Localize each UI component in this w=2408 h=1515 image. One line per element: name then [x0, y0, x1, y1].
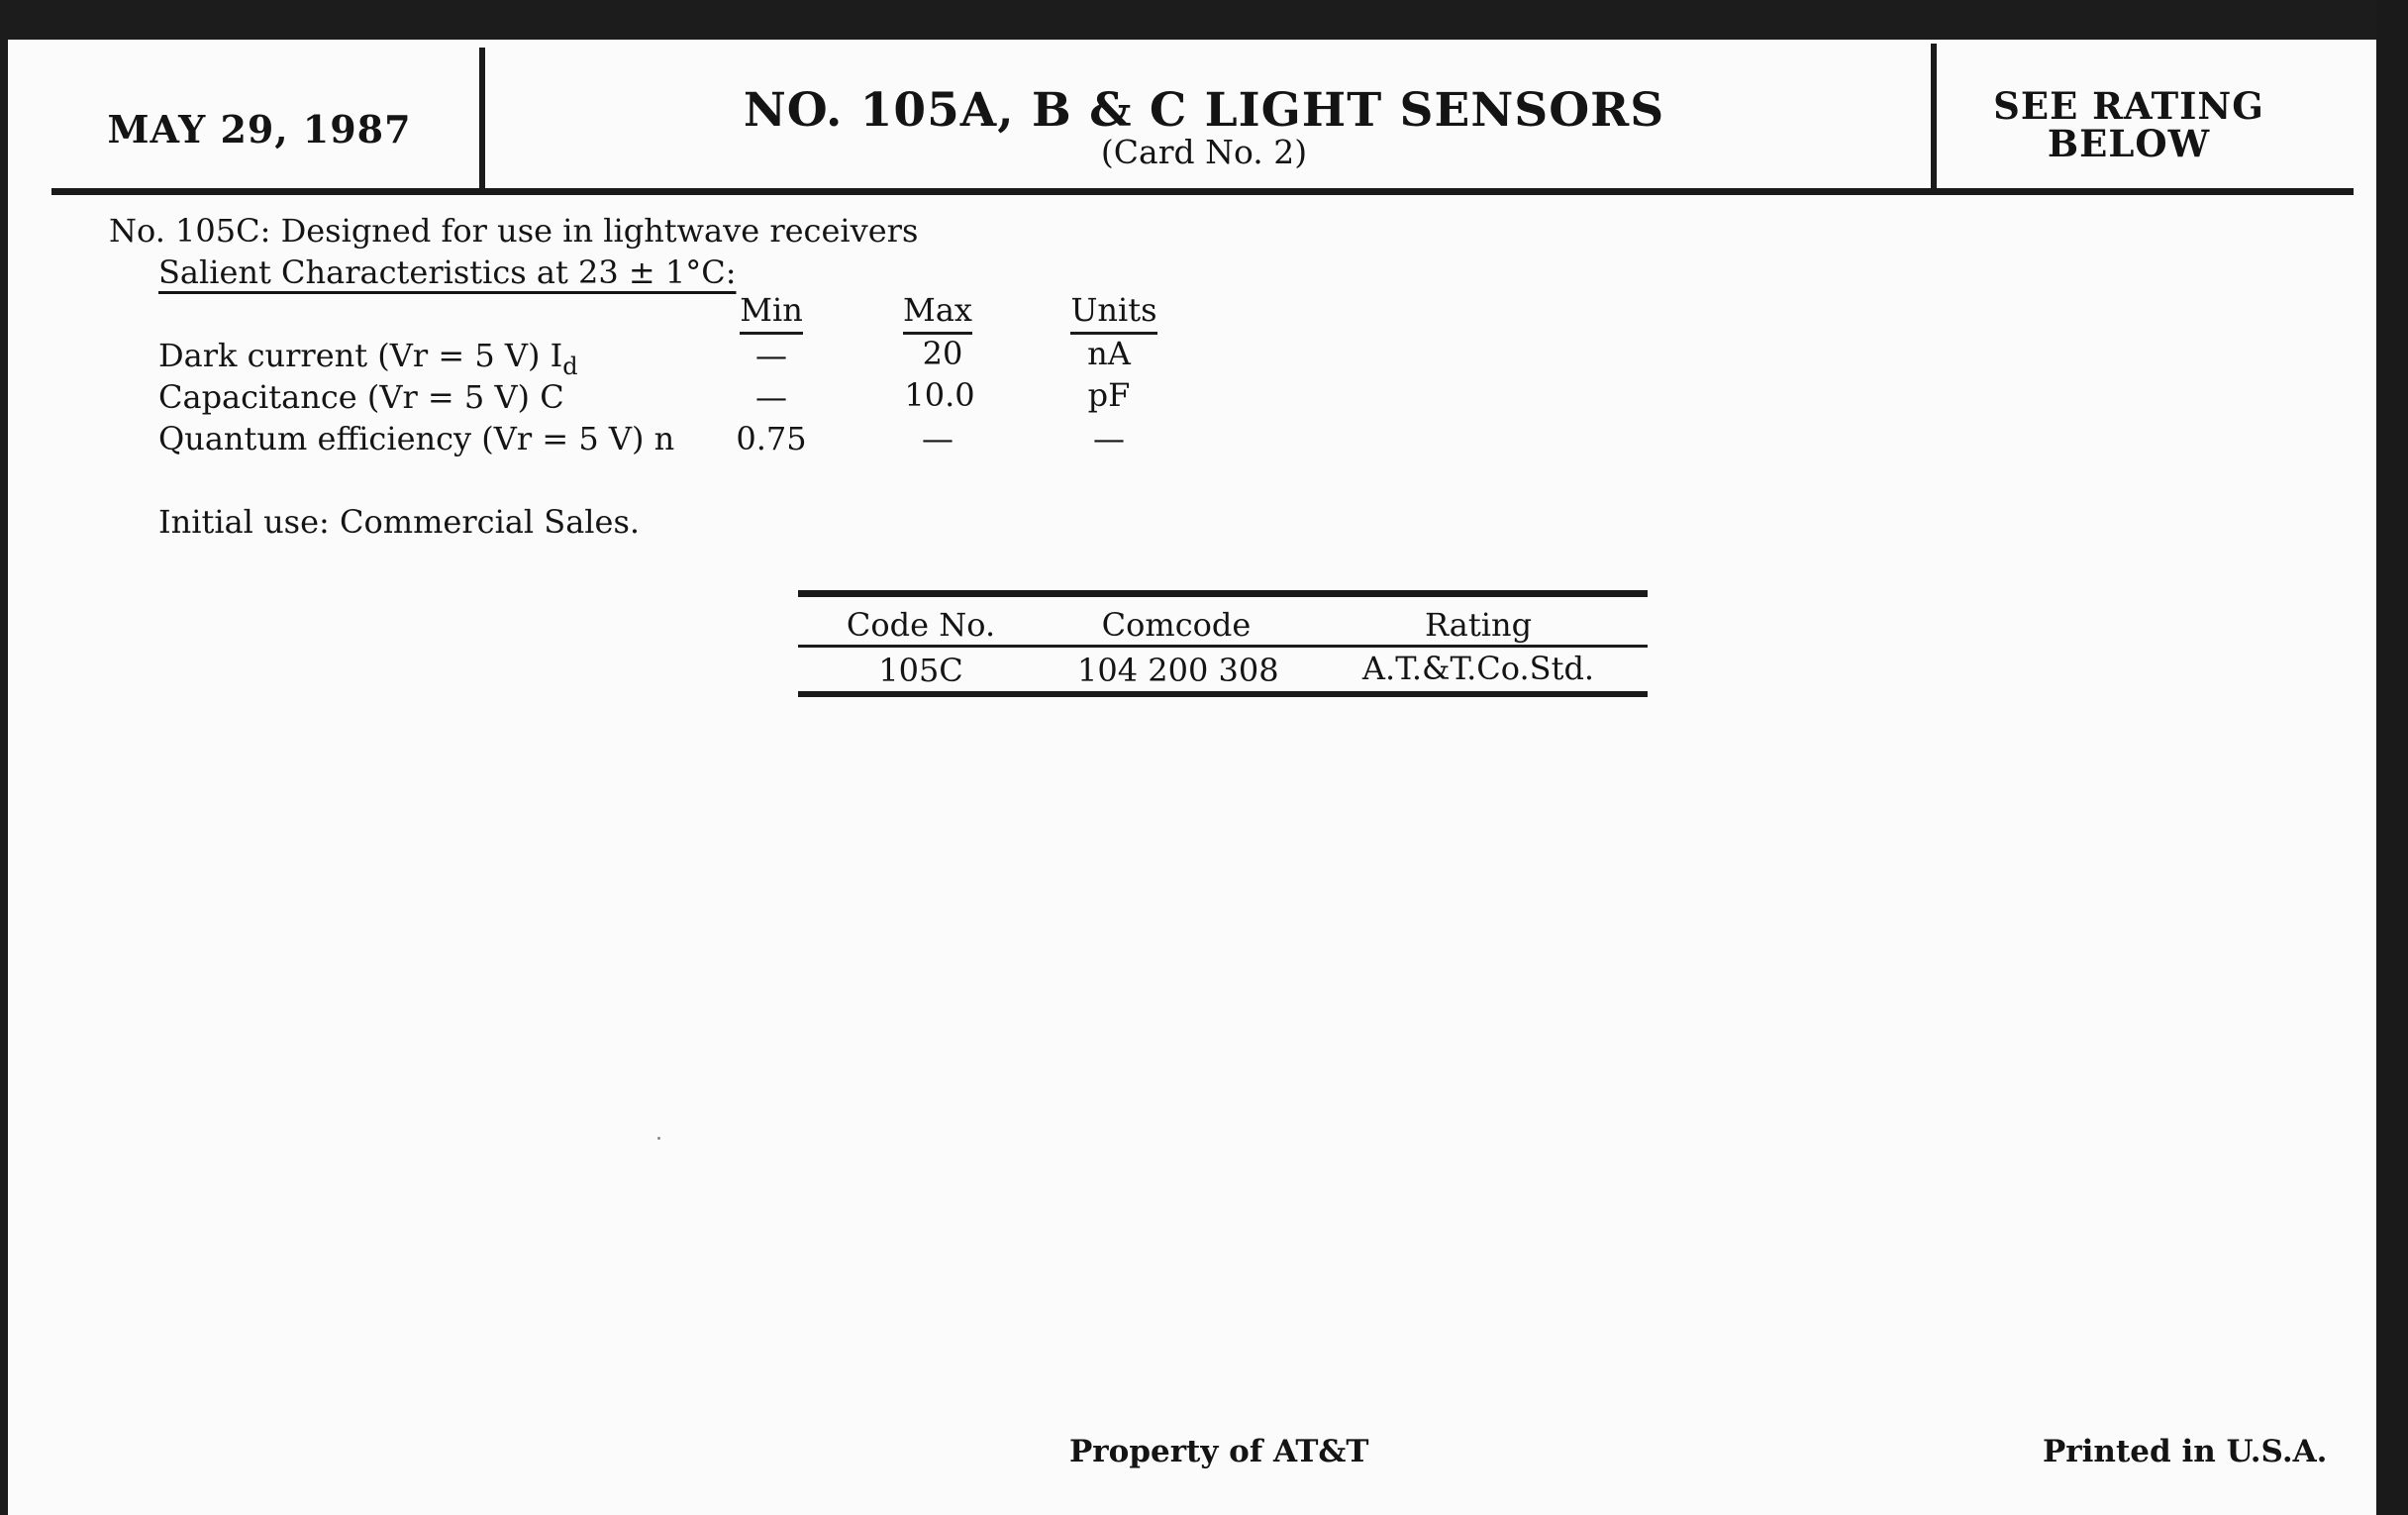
- initial-use-text: Initial use: Commercial Sales.: [158, 503, 641, 541]
- table-header-comcode: Comcode: [1101, 606, 1252, 644]
- table-bottom-rule: [798, 691, 1648, 697]
- characteristic-row-max: 10.0: [904, 376, 975, 414]
- footer-printed: Printed in U.S.A.: [2043, 1434, 2328, 1469]
- characteristic-row-units: —: [1093, 420, 1125, 457]
- characteristic-row-max: 20: [922, 335, 963, 372]
- characteristic-row-min: —: [755, 378, 787, 416]
- characteristic-row-label: Capacitance (Vr = 5 V) C: [158, 378, 564, 416]
- table-header-rating: Rating: [1424, 606, 1533, 644]
- characteristic-row-label: Quantum efficiency (Vr = 5 V) n: [158, 420, 675, 457]
- footer-property: Property of AT&T: [1069, 1434, 1369, 1469]
- subscript: d: [562, 353, 578, 380]
- header-divider-right: [1931, 44, 1937, 190]
- column-header-min: Min: [702, 291, 841, 335]
- characteristic-row-min: —: [755, 337, 787, 374]
- characteristic-row-max: —: [922, 420, 953, 457]
- scan-edge: [2376, 0, 2408, 1515]
- table-top-rule: [798, 590, 1648, 597]
- rating-note-line1: SEE RATING: [1993, 84, 2264, 128]
- page-title: NO. 105A, B & C LIGHT SENSORS: [743, 83, 1665, 138]
- header-rule: [51, 188, 2354, 195]
- card-number: (Card No. 2): [1100, 133, 1308, 171]
- table-cell-code-no: 105C: [878, 652, 963, 689]
- characteristic-row-min: 0.75: [736, 420, 807, 457]
- characteristic-row-units: pF: [1087, 376, 1131, 414]
- characteristics-heading: Salient Characteristics at 23 ± 1°C:: [158, 253, 737, 291]
- rating-note-line2: BELOW: [2047, 122, 2211, 165]
- scan-speck: [657, 1137, 660, 1140]
- column-header-max: Max: [868, 291, 1007, 335]
- table-header-code-no: Code No.: [846, 606, 996, 644]
- column-header-units: Units: [1045, 291, 1183, 335]
- characteristic-row-label: Dark current (Vr = 5 V) $I_d$: [158, 337, 578, 380]
- table-cell-rating: A.T.&T.Co.Std.: [1361, 650, 1595, 687]
- rating-note: [1941, 84, 2317, 165]
- intro-text: No. 105C: Designed for use in lightwave receivers: [109, 212, 919, 250]
- characteristic-row-units: nA: [1087, 335, 1131, 372]
- table-cell-comcode: 104 200 308: [1077, 652, 1279, 689]
- card-date: MAY 29, 1987: [107, 107, 412, 152]
- table-header-rule: [798, 645, 1648, 648]
